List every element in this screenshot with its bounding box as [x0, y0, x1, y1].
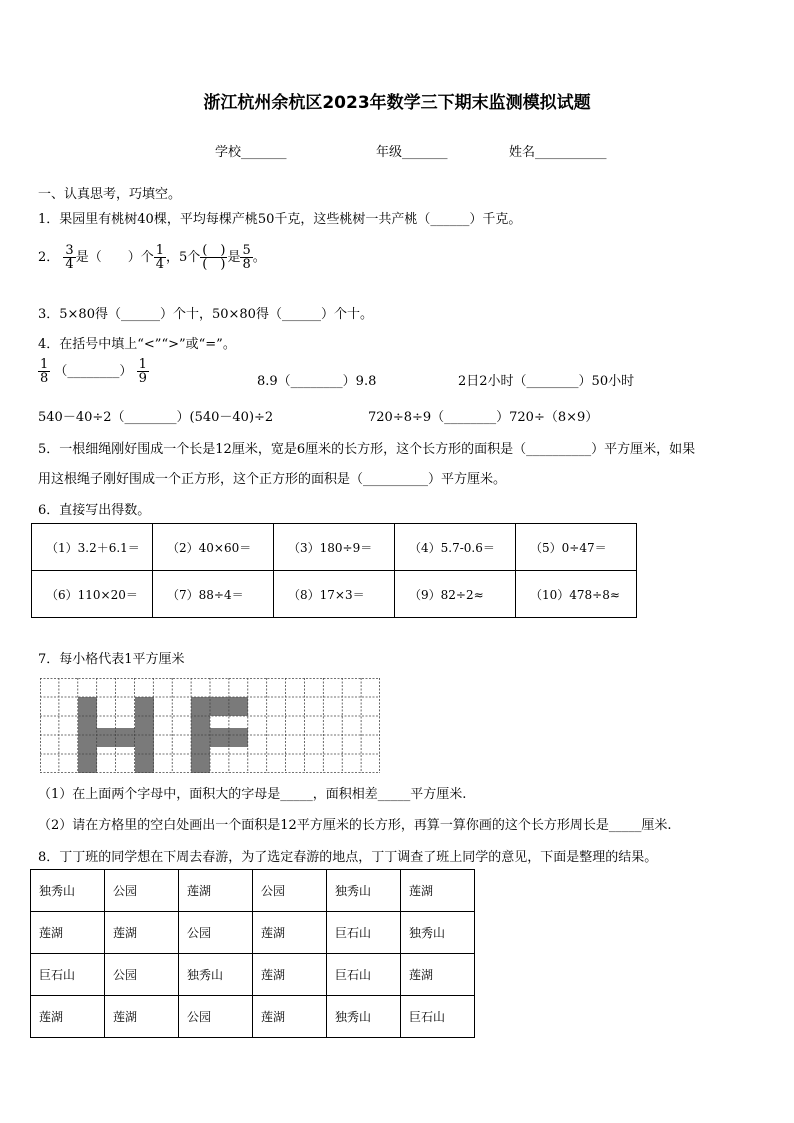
- name-field[interactable]: 姓名___________: [509, 145, 607, 160]
- survey-cell: 公园: [179, 996, 253, 1038]
- fraction: $\frac{3}{4}$: [65, 243, 74, 272]
- calc-cell[interactable]: （5）0÷47＝: [516, 524, 637, 571]
- survey-cell: 莲湖: [253, 912, 327, 954]
- calc-cell[interactable]: （8）17×3＝: [274, 571, 395, 618]
- table-row: [31, 870, 475, 912]
- survey-cell: 巨石山: [327, 954, 401, 996]
- fraction: $\frac{1}{4}$: [155, 243, 164, 272]
- q4-compare-d: 540－40÷2（________）(540－40)÷2: [38, 410, 274, 425]
- q2-number: 2．: [38, 250, 60, 265]
- survey-cell: 独秀山: [31, 870, 105, 912]
- survey-cell: 莲湖: [105, 996, 179, 1038]
- survey-cell: 独秀山: [327, 996, 401, 1038]
- question-3: 3．5×80得（______）个十，50×80得（______）个十。: [38, 307, 373, 322]
- q2-text: 是: [227, 250, 241, 265]
- survey-cell: 莲湖: [105, 912, 179, 954]
- table-row: [32, 524, 637, 571]
- survey-table: [30, 869, 475, 1038]
- calc-table: [31, 523, 637, 618]
- survey-cell: 巨石山: [327, 912, 401, 954]
- question-4: 4．在括号中填上“<”“>”或“=”。: [38, 337, 236, 352]
- calc-cell[interactable]: （6）110×20＝: [32, 571, 153, 618]
- survey-cell: 巨石山: [31, 954, 105, 996]
- fraction-blank[interactable]: $\frac{( )}{( )}$: [202, 243, 226, 272]
- section-heading: 一、认真思考，巧填空。: [38, 187, 182, 202]
- q1-end: ）千克。: [469, 212, 522, 227]
- calc-cell[interactable]: （1）3.2＋6.1＝: [32, 524, 153, 571]
- fraction: $\frac{1}{9}$: [138, 357, 147, 386]
- fraction: $\frac{1}{8}$: [40, 357, 49, 386]
- survey-cell: 公园: [179, 912, 253, 954]
- question-7: 7．每小格代表1平方厘米: [38, 652, 185, 667]
- table-row: [31, 996, 475, 1038]
- fraction: $\frac{5}{8}$: [242, 243, 251, 272]
- table-row: [31, 954, 475, 996]
- table-row: [32, 571, 637, 618]
- q2-text: ，5个: [166, 250, 201, 265]
- q7-sub2: （2）请在方格里的空白处画出一个面积是12平方厘米的长方形，再算一算你画的这个长方形周长是_____厘米.: [38, 818, 672, 833]
- q4-compare-c: 2日2小时（________）50小时: [458, 374, 635, 389]
- survey-cell: 莲湖: [31, 912, 105, 954]
- survey-cell: 公园: [253, 870, 327, 912]
- q1-blank[interactable]: ______: [430, 212, 470, 227]
- survey-cell: 巨石山: [401, 996, 475, 1038]
- table-row: [31, 912, 475, 954]
- question-2: [38, 244, 266, 271]
- letter-grid[interactable]: [40, 678, 380, 773]
- survey-cell: 莲湖: [401, 954, 475, 996]
- survey-cell: 莲湖: [401, 870, 475, 912]
- calc-cell[interactable]: （9）82÷2≈: [395, 571, 516, 618]
- question-6: 6．直接写出得数。: [38, 503, 151, 518]
- calc-cell[interactable]: （7）88÷4＝: [153, 571, 274, 618]
- question-5-line1: 5．一根细绳刚好围成一个长是12厘米，宽是6厘米的长方形，这个长方形的面积是（__________）平方厘米，如果: [38, 442, 696, 457]
- q1-text: 1．果园里有桃树40棵，平均每棵产桃50千克，这些桃树一共产桃（: [38, 212, 431, 227]
- q4-compare-e: 720÷8÷9（________）720÷（8×9）: [368, 410, 599, 425]
- q4-compare-a: [38, 358, 149, 385]
- survey-cell: 独秀山: [401, 912, 475, 954]
- survey-cell: 独秀山: [327, 870, 401, 912]
- school-field[interactable]: 学校_______: [215, 145, 287, 160]
- question-5-line2: 用这根绳子刚好围成一个正方形，这个正方形的面积是（__________）平方厘米。: [38, 472, 507, 487]
- calc-cell[interactable]: （10）478÷8≈: [516, 571, 637, 618]
- calc-cell[interactable]: （3）180÷9＝: [274, 524, 395, 571]
- q2-text: 是（ ）个: [75, 250, 154, 265]
- q4-compare-b: 8.9（________）9.8: [257, 374, 377, 389]
- question-8: 8．丁丁班的同学想在下周去春游，为了选定春游的地点，丁丁调查了班上同学的意见，下面是整理的结果。: [38, 850, 658, 865]
- q7-sub1: （1）在上面两个字母中，面积大的字母是_____，面积相差_____平方厘米.: [38, 787, 467, 802]
- compare-blank[interactable]: （________）: [54, 364, 133, 379]
- survey-cell: 莲湖: [253, 954, 327, 996]
- survey-cell: 莲湖: [31, 996, 105, 1038]
- survey-cell: 独秀山: [179, 954, 253, 996]
- survey-cell: 莲湖: [253, 996, 327, 1038]
- question-1: [38, 208, 521, 227]
- calc-cell[interactable]: （2）40×60＝: [153, 524, 274, 571]
- survey-cell: 公园: [105, 954, 179, 996]
- survey-cell: 公园: [105, 870, 179, 912]
- q2-text: 。: [252, 250, 266, 265]
- grade-field[interactable]: 年级_______: [376, 145, 448, 160]
- page-title: 浙江杭州余杭区2023年数学三下期末监测模拟试题: [203, 93, 591, 113]
- survey-cell: 莲湖: [179, 870, 253, 912]
- calc-cell[interactable]: （4）5.7-0.6＝: [395, 524, 516, 571]
